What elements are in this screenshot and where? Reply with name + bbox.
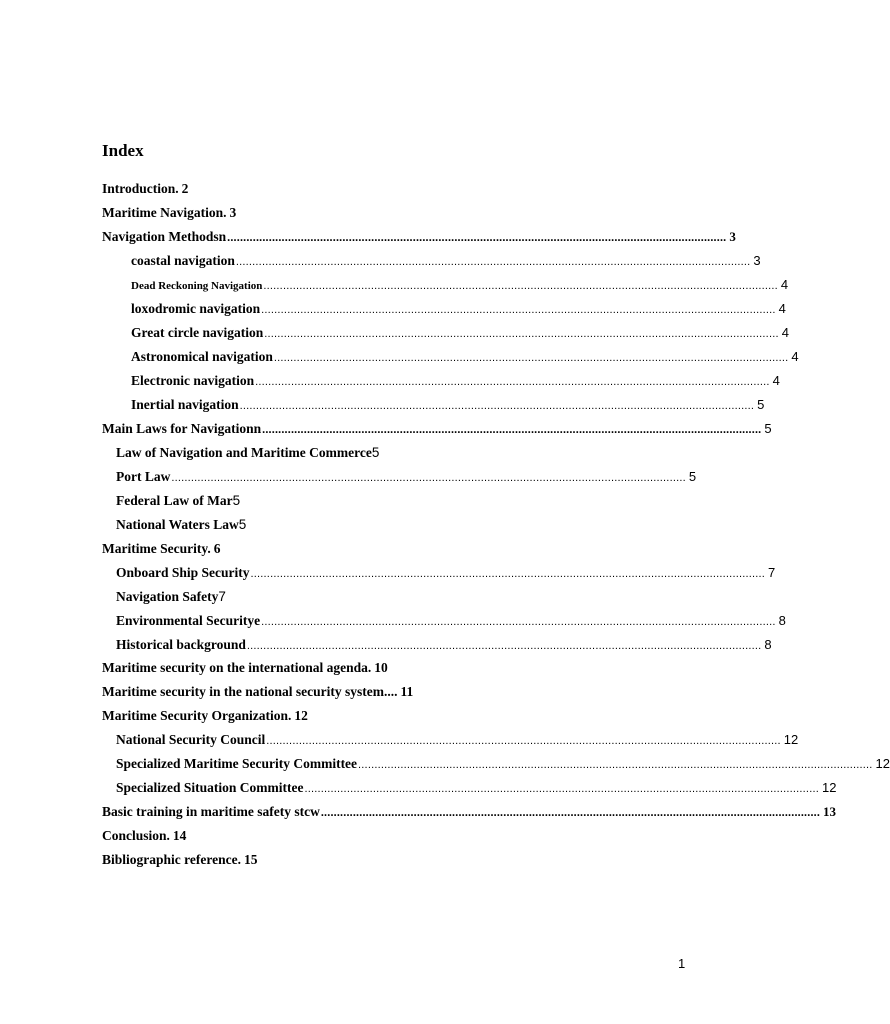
dot-leader: .............................................................................................................................................................. [358,759,873,771]
toc-entry[interactable] [116,513,246,537]
toc-entry[interactable] [131,249,761,273]
toc-entry-label: coastal navigation [131,253,235,268]
toc-entry-label: Astronomical navigation [131,349,273,364]
toc-entry-page: 2 [181,181,189,196]
toc-entry-page: 5 [371,445,380,460]
toc-entry[interactable] [102,824,186,848]
toc-entry[interactable] [131,369,780,393]
toc-entry-label: Navigation Safety [116,589,219,604]
toc-entry[interactable] [116,441,379,465]
toc-entry-label: Inertial navigation [131,397,239,412]
dot-leader: ............................................................................................................................................................ [262,422,762,436]
toc-entry-page: 4 [791,349,799,364]
toc-entry-page: 3 [753,253,761,268]
dot-leader: .............................................................................................................................................................. [255,376,770,388]
toc-entry-page: 4 [772,373,780,388]
toc-entry-label: Main Laws for Navigationn [102,421,262,436]
toc-entry[interactable] [102,417,772,441]
toc-entry[interactable] [102,656,388,680]
toc-entry[interactable] [102,800,837,824]
toc-entry[interactable] [102,177,188,201]
dot-leader: .............................................................................................................................................................. [263,280,778,292]
dot-leader: .............................................................................................................................................................. [246,640,762,652]
toc-entry-label: Basic training in maritime safety stcw [102,804,320,819]
dot-leader: .............................................................................................................................................................. [264,328,779,340]
toc-entry[interactable] [131,321,789,345]
toc-entry-label: Port Law [116,469,171,484]
toc-entry[interactable] [102,225,736,249]
toc-entry-page: 6 [213,541,221,556]
toc-entry-page: 12 [821,780,837,795]
toc-entry-page: 4 [780,277,789,292]
toc-entry-page: 3 [729,229,736,244]
dot-leader: .............................................................................................................................................................. [261,304,776,316]
toc-entry-page: 12 [783,732,799,747]
toc-entry[interactable] [102,848,257,872]
toc-entry[interactable] [131,393,765,417]
index-title: Index [102,141,144,160]
toc-entry-label: Maritime Security Organization. [102,708,292,723]
toc-entry-label: Great circle navigation [131,325,264,340]
toc-entry-page: 5 [688,469,697,484]
toc-entry[interactable] [116,752,890,776]
toc-entry-label: Historical background [116,637,246,652]
dot-leader: .............................................................................................................................................................. [250,568,766,580]
toc-entry-label: Conclusion. [102,828,170,843]
toc-entry[interactable] [116,585,226,609]
page-number: 1 [678,956,686,971]
dot-leader: .............................................................................................................................................................. [171,472,686,484]
toc-entry[interactable] [102,704,308,728]
toc-entry[interactable] [116,776,837,800]
toc-entry-page: 8 [764,637,772,652]
toc-entry[interactable] [116,633,772,657]
toc-entry-label: National Waters Law [116,517,239,532]
toc-entry-page: 14 [172,828,187,843]
toc-entry-label: National Security Council [116,732,266,747]
toc-entry-label: loxodromic navigation [131,301,261,316]
toc-entry-page: 7 [218,589,226,604]
toc-entry[interactable] [116,465,697,489]
toc-entry-page: 3 [229,205,237,220]
toc-entry-label: Specialized Maritime Security Committee [116,756,358,771]
toc-entry-page: 5 [238,517,247,532]
toc-entry[interactable] [102,680,413,704]
toc-entry[interactable] [131,345,799,369]
toc-entry-label: Law of Navigation and Maritime Commerce [116,445,372,460]
toc-entry[interactable] [102,537,220,561]
toc-entry[interactable] [102,201,236,225]
toc-entry-page: 13 [823,804,837,819]
toc-entry[interactable] [116,609,786,633]
toc-entry-page: 12 [875,756,890,771]
toc-entry-label: Specialized Situation Committee [116,780,304,795]
dot-leader: .............................................................................................................................................................. [273,352,789,364]
toc-entry[interactable] [116,489,240,513]
toc-entry-label: Federal Law of Mar [116,493,233,508]
toc-entry-label: Maritime Navigation. [102,205,227,220]
toc-entry-label: Dead Reckoning Navigation [131,280,263,292]
toc-entry-page: 4 [781,325,789,340]
dot-leader: .............................................................................................................................................................. [266,735,781,747]
toc-entry-page: 15 [243,852,258,867]
toc-entry-label: Navigation Methodsn [102,229,227,244]
dot-leader: .............................................................................................................................................................. [261,616,776,628]
toc-entry-page: 10 [374,660,388,675]
toc-entry-page: 5 [757,397,765,412]
toc-entry-label: Environmental Securitye [116,613,261,628]
toc-entry-page: 5 [764,421,772,436]
toc-entry-page: 8 [778,613,786,628]
toc-entry-label: Introduction. [102,181,179,196]
toc-entry[interactable] [131,273,789,297]
toc-entry-label: Maritime Security. [102,541,211,556]
toc-entry-page: 4 [778,301,786,316]
toc-entry-page: 12 [294,708,308,723]
toc-entry-page: 5 [232,493,241,508]
toc-entry[interactable] [116,561,776,585]
toc-entry-label: Maritime security on the international agenda. [102,660,372,675]
dot-leader: .............................................................................................................................................................. [235,256,751,268]
toc-entry-label: Onboard Ship Security [116,565,250,580]
toc-entry[interactable] [131,297,786,321]
toc-entry-label: Bibliographic reference. [102,852,241,867]
toc-entry[interactable] [116,728,799,752]
dot-leader: ............................................................................................................................................................ [320,805,821,819]
toc-entry-label: Maritime security in the national security system.... [102,684,398,699]
toc-entry-page: 7 [768,565,776,580]
dot-leader: .............................................................................................................................................................. [239,400,755,412]
toc-entry-label: Electronic navigation [131,373,255,388]
dot-leader: .............................................................................................................................................................. [304,783,819,795]
dot-leader: ............................................................................................................................................................ [227,230,727,244]
toc-entry-page: 11 [400,684,414,699]
